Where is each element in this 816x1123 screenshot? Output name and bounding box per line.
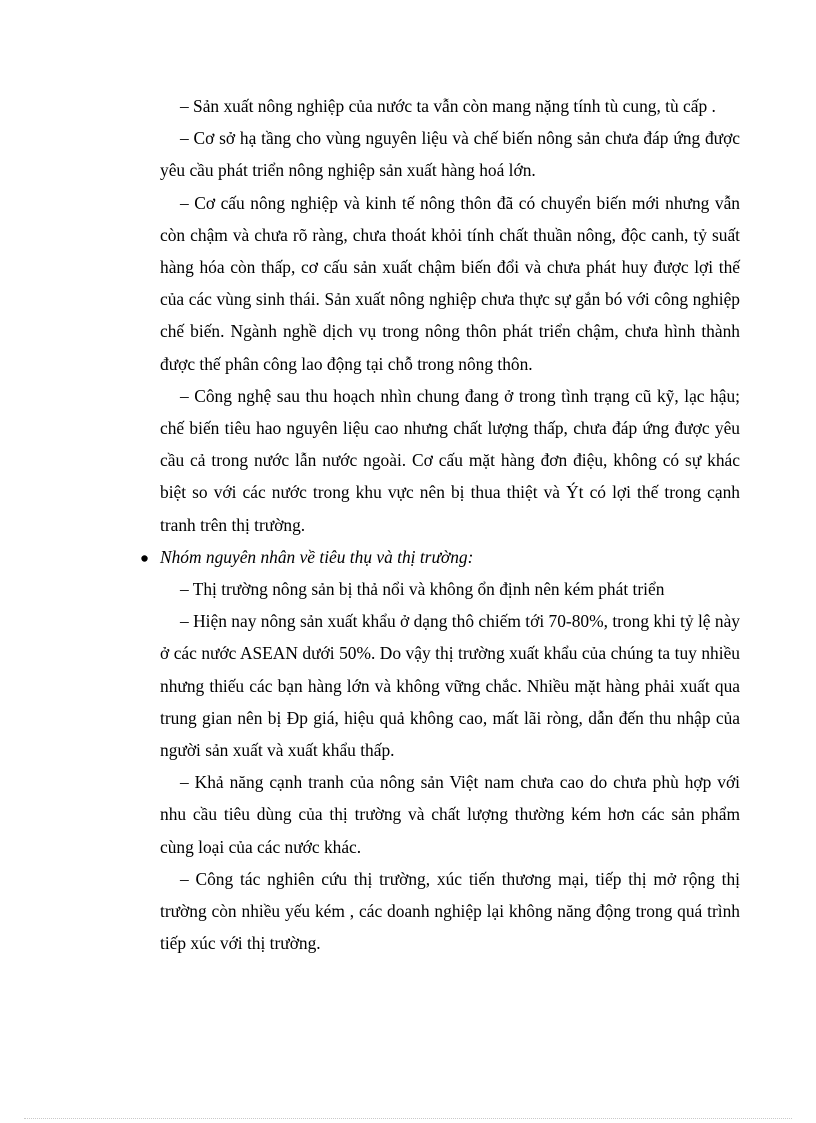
paragraph-subsistence-farming: – Sản xuất nông nghiệp của nước ta vẫn còn mang nặng tính tù cung, tù cấp .	[180, 96, 716, 116]
document-body	[160, 90, 740, 959]
paragraph-unstable-market: – Thị trường nông sản bị thả nổi và không ổn định nên kém phát triển	[180, 579, 665, 600]
paragraph-market-research: – Công tác nghiên cứu thị trường, xúc tiến thương mại, tiếp thị mở rộng thị trường còn nhiều yếu kém , các doanh nghiệp lại không năng động trong quá trình tiếp xúc với thị trường.	[160, 868, 740, 954]
page-bottom-divider	[24, 1118, 792, 1119]
bullet-heading-market	[160, 541, 740, 573]
paragraph-agricultural-structure: – Cơ cấu nông nghiệp và kinh tế nông thôn đã có chuyển biến mới nhưng vẫn còn chậm và chưa rõ ràng, chưa thoát khỏi tính chất thuần nông, độc canh, tỷ suất hàng hóa còn thấp, cơ cấu sản xuất chậm biến đổi và chưa phát huy được lợi thế của các vùng sinh thái. Sản xuất nông nghiệp chưa thực sự gắn bó với công nghiệp chế biến. Ngành nghề dịch vụ trong nông thôn phát triển chậm, chưa hình thành được thế phân công lao động tại chỗ trong nông thôn.	[160, 192, 740, 374]
bullet-dot-icon	[136, 541, 152, 573]
paragraph-post-harvest-technology: – Công nghệ sau thu hoạch nhìn chung đang ở trong tình trạng cũ kỹ, lạc hậu; chế biến tiêu hao nguyên liệu cao nhưng chất lượng thấp, chưa đáp ứng được yêu cầu cả trong nước lẫn nước ngoài. Cơ cấu mặt hàng đơn điệu, không có sự khác biệt so với các nước trong khu vực nên bị thua thiệt và Ýt có lợi thế trong cạnh tranh trên thị trường.	[160, 385, 740, 535]
paragraph-competitiveness: – Khả năng cạnh tranh của nông sản Việt nam chưa cao do chưa phù hợp với nhu cầu tiêu dùng của thị trường và chất lượng thường kém hơn các sản phẩm cùng loại của các nước khác.	[160, 772, 740, 857]
bullet-heading-text: Nhóm nguyên nhân về tiêu thụ và thị trường:	[160, 546, 474, 567]
paragraph-raw-exports: – Hiện nay nông sản xuất khẩu ở dạng thô chiếm tới 70-80%, trong khi tỷ lệ này ở các nước ASEAN dưới 50%. Do vậy thị trường xuất khẩu của chúng ta tuy nhiều nhưng thiếu các bạn hàng lớn và không vững chắc. Nhiều mặt hàng phải xuất qua trung gian nên bị Ðp giá, hiệu quả không cao, mất lãi ròng, dẫn đến thu nhập của người sản xuất và xuất khẩu thấp.	[160, 611, 740, 761]
paragraph-infrastructure: – Cơ sở hạ tầng cho vùng nguyên liệu và chế biến nông sản chưa đáp ứng được yêu cầu phát triển nông nghiệp sản xuất hàng hoá lớn.	[160, 128, 740, 181]
